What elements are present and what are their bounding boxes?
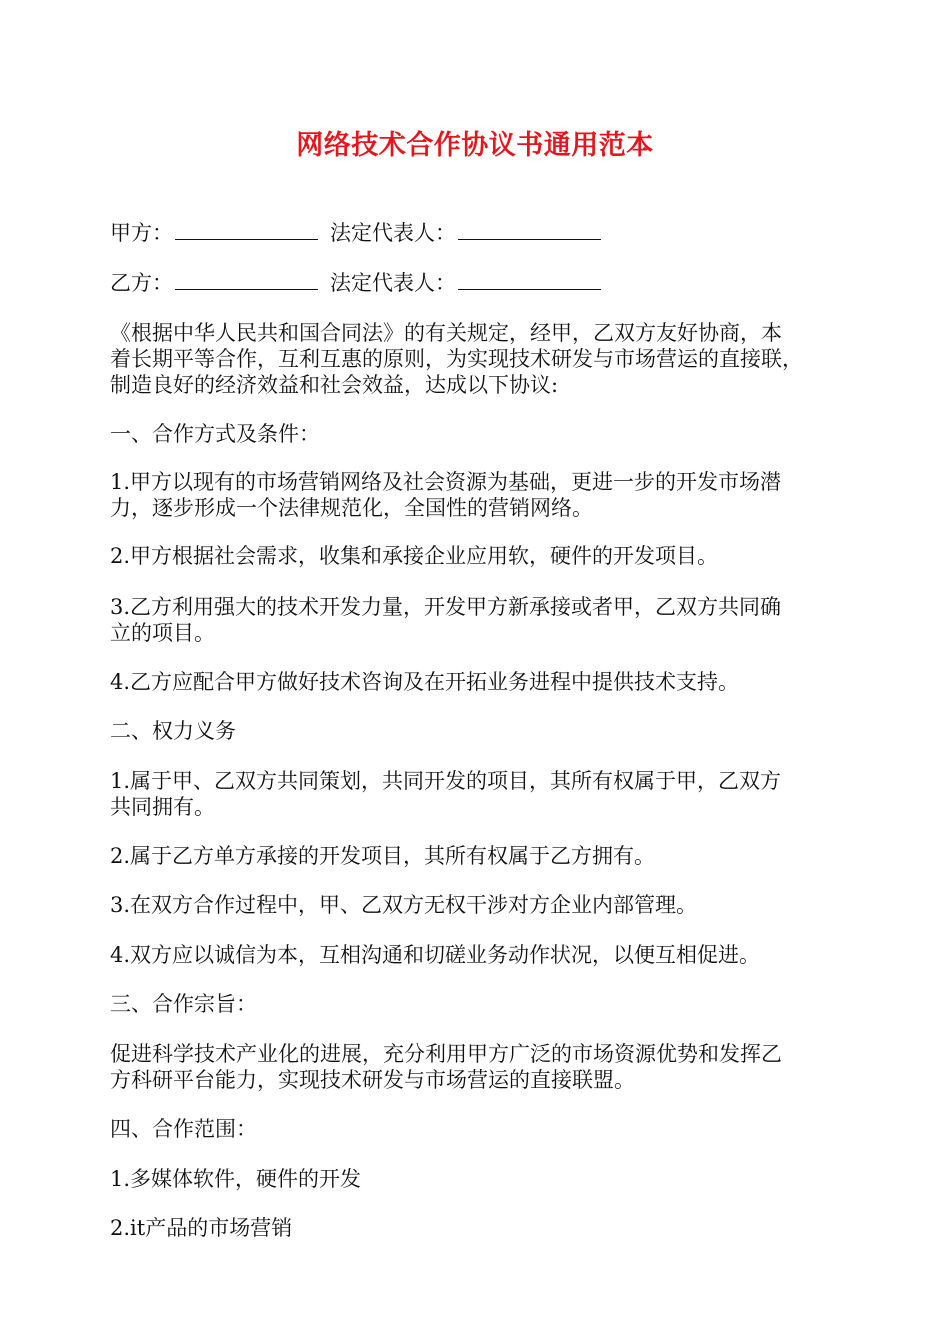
section-1-item-1-line-1: 1.甲方以现有的市场营销网络及社会资源为基础，更进一步的开发市场潜 [110,470,782,494]
section-2-item-3: 3.在双方合作过程中，甲、乙双方无权干涉对方企业内部管理。 [110,893,698,917]
party-a-label: 甲方： [110,221,173,245]
intro-line-3: 制造良好的经济效益和社会效益，达成以下协议: [110,373,559,397]
section-1-item-2: 2.甲方根据社会需求，收集和承接企业应用软，硬件的开发项目。 [110,544,719,568]
party-a-name-blank [175,221,318,240]
party-b-line [110,270,846,296]
section-3-para-line-1: 促进科学技术产业化的进展，充分利用甲方广泛的市场资源优势和发挥乙 [110,1042,782,1066]
section-4-item-1: 1.多媒体软件，硬件的开发 [110,1167,362,1191]
section-3-para-line-2: 方科研平台能力，实现技术研发与市场营运的直接联盟。 [110,1068,635,1092]
document-title: 网络技术合作协议书通用范本 [296,130,654,161]
section-1-item-3-line-1: 3.乙方利用强大的技术开发力量，开发甲方新承接或者甲，乙双方共同确 [110,595,782,619]
party-a-rep-label: 法定代表人： [330,221,456,245]
intro-line-2: 着长期平等合作，互利互惠的原则，为实现技术研发与市场营运的直接联， [110,347,803,371]
section-3-heading: 三、合作宗旨： [110,992,257,1016]
party-b-name-blank [175,271,318,290]
section-4-item-2: 2.it产品的市场营销 [110,1216,293,1240]
section-4-heading: 四、合作范围： [110,1117,257,1141]
section-2-item-1-line-1: 1.属于甲、乙双方共同策划，共同开发的项目，其所有权属于甲，乙双方 [110,769,782,793]
intro-line-1: 《根据中华人民共和国合同法》的有关规定，经甲，乙双方友好协商，本 [110,321,782,345]
section-1-item-3-line-2: 立的项目。 [110,621,215,645]
party-a-rep-blank [458,221,601,240]
party-b-label: 乙方： [110,271,173,295]
section-2-item-2: 2.属于乙方单方承接的开发项目，其所有权属于乙方拥有。 [110,844,656,868]
section-2-item-4: 4.双方应以诚信为本，互相沟通和切磋业务动作状况，以便互相促进。 [110,943,761,967]
party-b-rep-label: 法定代表人： [330,271,456,295]
section-2-item-1-line-2: 共同拥有。 [110,795,215,819]
party-a-line [110,220,846,246]
section-1-heading: 一、合作方式及条件： [110,422,320,446]
section-2-heading: 二、权力义务 [110,719,236,743]
party-b-rep-blank [458,271,601,290]
section-1-item-1-line-2: 力，逐步形成一个法律规范化，全国性的营销网络。 [110,496,593,520]
section-1-item-4: 4.乙方应配合甲方做好技术咨询及在开拓业务进程中提供技术支持。 [110,670,740,694]
